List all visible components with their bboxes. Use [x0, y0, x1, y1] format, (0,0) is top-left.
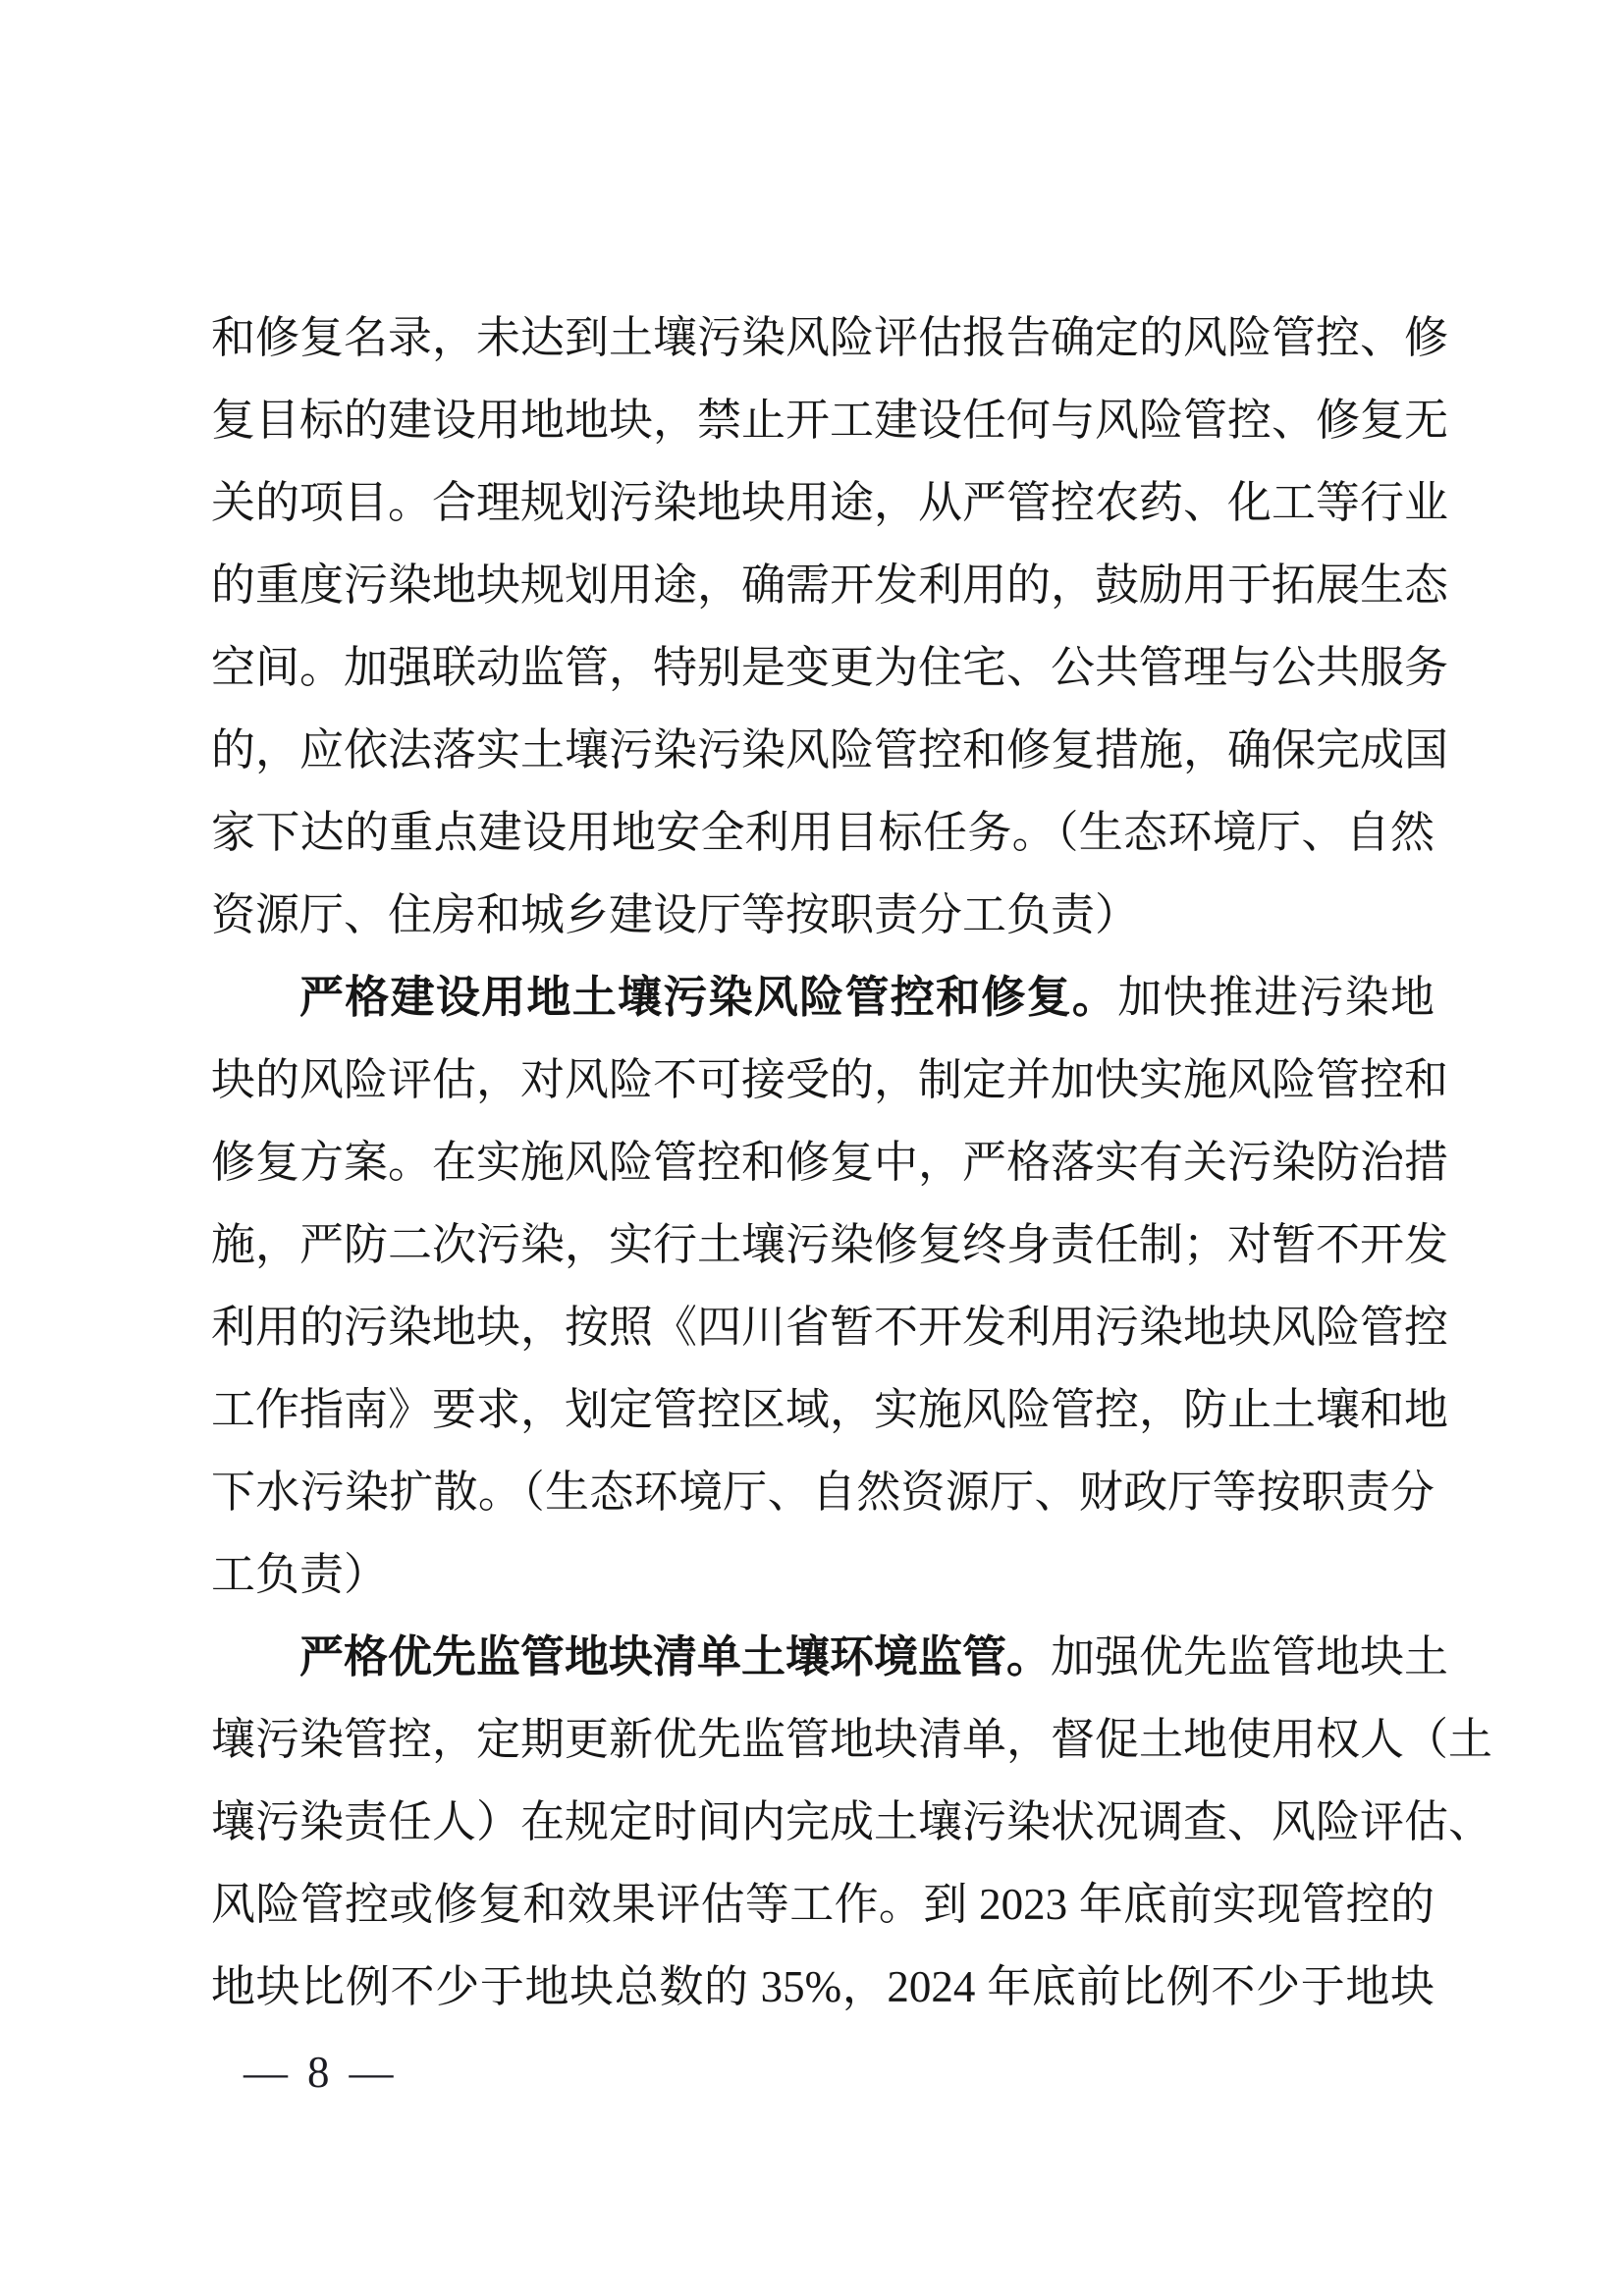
text-line: 修复方案。在实施风险管控和修复中，严格落实有关污染防治措 — [211, 1138, 1449, 1187]
text-line: 施，严防二次污染，实行土壤污染修复终身责任制；对暂不开发 — [211, 1220, 1449, 1269]
text-line: 壤污染责任人）在规定时间内完成土壤污染状况调查、风险评估、 — [211, 1797, 1493, 1846]
text-line: 复目标的建设用地地块，禁止开工建设任何与风险管控、修复无 — [211, 396, 1449, 445]
text-line: 的，应依法落实土壤污染污染风险管控和修复措施，确保完成国 — [211, 725, 1449, 774]
paragraph-lead-line — [211, 956, 1435, 1039]
paragraph-lead-bold: 严格优先监管地块清单土壤环境监管。 — [299, 1631, 1052, 1682]
text-line: 块的风险评估，对风险不可接受的，制定并加快实施风险管控和 — [211, 1055, 1449, 1104]
page-number: 8 — [307, 2048, 330, 2097]
paragraph-lead-text: 加快推进污染地 — [1117, 973, 1435, 1022]
text-line: 壤污染管控，定期更新优先监管地块清单，督促土地使用权人（土 — [211, 1715, 1493, 1764]
text-line: 地块比例不少于地块总数的 35%，2024 年底前比例不少于地块 — [211, 1962, 1435, 2011]
text-line: 利用的污染地块，按照《四川省暂不开发利用污染地块风险管控 — [211, 1303, 1449, 1352]
text-line: 工负责） — [211, 1550, 389, 1599]
document-body — [211, 296, 1493, 2028]
footer-dash-right: — — [349, 2048, 394, 2097]
text-line: 的重度污染地块规划用途，确需开发利用的，鼓励用于拓展生态 — [211, 561, 1449, 610]
page-footer — [244, 2045, 394, 2100]
paragraph-lead-text: 加强优先监管地块土 — [1051, 1632, 1449, 1682]
text-line: 工作指南》要求，划定管控区域，实施风险管控，防止土壤和地 — [211, 1385, 1449, 1434]
paragraph-lead-line — [211, 1616, 1449, 1698]
footer-dash-left: — — [244, 2048, 288, 2097]
text-line: 风险管控或修复和效果评估等工作。到 2023 年底前实现管控的 — [211, 1880, 1435, 1929]
text-line: 空间。加强联动监管，特别是变更为住宅、公共管理与公共服务 — [211, 643, 1449, 692]
text-line: 资源厅、住房和城乡建设厅等按职责分工负责） — [211, 890, 1140, 939]
text-line: 家下达的重点建设用地安全利用目标任务。（生态环境厅、自然 — [211, 808, 1435, 857]
text-line: 关的项目。合理规划污染地块用途，从严管控农药、化工等行业 — [211, 478, 1449, 527]
text-line: 和修复名录，未达到土壤污染风险评估报告确定的风险管控、修 — [211, 313, 1449, 362]
text-line: 下水污染扩散。（生态环境厅、自然资源厅、财政厅等按职责分 — [211, 1468, 1435, 1517]
paragraph-lead-bold: 严格建设用地土壤污染风险管控和修复。 — [299, 972, 1118, 1022]
